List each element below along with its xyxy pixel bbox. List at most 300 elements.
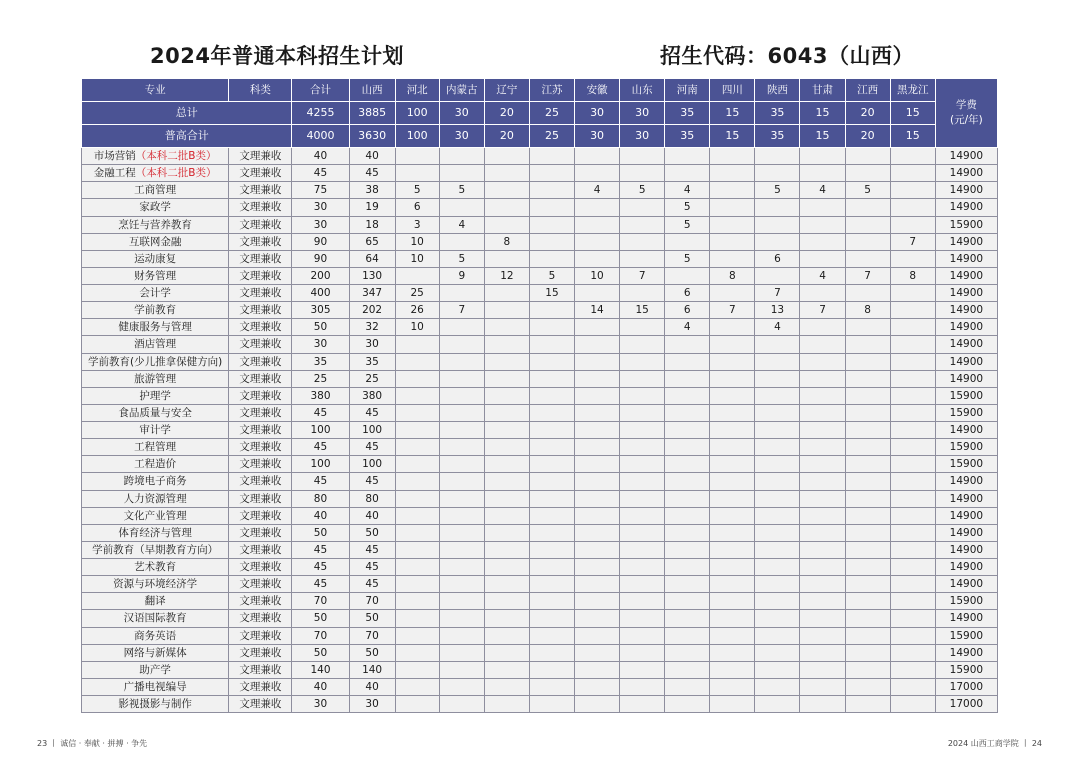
category-cell: 文理兼收 [229, 627, 292, 644]
major-name: 汉语国际教育 [123, 612, 187, 625]
quota-cell [755, 267, 800, 284]
quota-cell: 80 [349, 490, 395, 507]
quota-cell: 8 [710, 267, 755, 284]
category-cell: 文理兼收 [229, 661, 292, 678]
quota-cell: 12 [484, 267, 529, 284]
major-name-cell [82, 165, 229, 182]
quota-cell: 10 [575, 267, 620, 284]
table-row [82, 216, 998, 233]
major-name: 体育经济与管理 [118, 526, 192, 539]
quota-cell: 50 [349, 644, 395, 661]
major-name-cell [82, 422, 229, 439]
major-name-cell [82, 524, 229, 541]
quota-cell [395, 473, 439, 490]
quota-cell: 65 [349, 233, 395, 250]
quota-cell [710, 456, 755, 473]
quota-cell: 4 [800, 267, 845, 284]
fee-cell: 14900 [935, 319, 997, 336]
enrollment-code: 招生代码：6043（山西） [660, 44, 914, 68]
total-cell: 15 [800, 125, 845, 148]
quota-cell [845, 336, 890, 353]
quota-cell [395, 387, 439, 404]
quota-cell [529, 199, 574, 216]
quota-cell [484, 490, 529, 507]
quota-cell [575, 661, 620, 678]
quota-cell [710, 319, 755, 336]
quota-cell: 14 [575, 302, 620, 319]
total-cell: 4000 [292, 125, 349, 148]
total-cell: 15 [710, 102, 755, 125]
major-name: 酒店管理 [134, 338, 177, 351]
quota-cell [665, 404, 710, 421]
quota-cell [529, 678, 574, 695]
quota-cell: 70 [349, 627, 395, 644]
quota-cell [710, 473, 755, 490]
quota-cell [710, 627, 755, 644]
quota-cell: 30 [292, 696, 349, 713]
quota-cell: 90 [292, 250, 349, 267]
quota-cell [800, 524, 845, 541]
quota-cell [845, 661, 890, 678]
quota-cell [665, 576, 710, 593]
quota-cell [529, 319, 574, 336]
quota-cell [890, 319, 935, 336]
quota-cell [575, 285, 620, 302]
quota-cell [755, 148, 800, 165]
fee-cell: 15900 [935, 593, 997, 610]
quota-cell [484, 216, 529, 233]
total-cell: 30 [620, 102, 665, 125]
total-cell: 100 [395, 102, 439, 125]
fee-cell: 14900 [935, 370, 997, 387]
table-row [82, 696, 998, 713]
quota-cell [710, 439, 755, 456]
table-row [82, 644, 998, 661]
major-name: 护理学 [139, 389, 171, 402]
column-header: 山西 [349, 79, 395, 102]
quota-cell [710, 490, 755, 507]
quota-cell [439, 524, 484, 541]
quota-cell: 7 [800, 302, 845, 319]
quota-cell [620, 490, 665, 507]
quota-cell [439, 165, 484, 182]
quota-cell [710, 285, 755, 302]
quota-cell: 45 [292, 473, 349, 490]
quota-cell [665, 507, 710, 524]
table-row [82, 490, 998, 507]
major-name: 食品质量与安全 [118, 406, 192, 419]
fee-cell: 14900 [935, 199, 997, 216]
quota-cell [575, 610, 620, 627]
quota-cell [800, 627, 845, 644]
major-name: 互联网金融 [128, 235, 182, 248]
total-cell: 15 [710, 125, 755, 148]
quota-cell [620, 199, 665, 216]
category-cell: 文理兼收 [229, 319, 292, 336]
total-cell: 20 [484, 102, 529, 125]
table-row [82, 165, 998, 182]
major-name-cell [82, 267, 229, 284]
quota-cell [890, 216, 935, 233]
quota-cell [484, 661, 529, 678]
quota-cell [800, 319, 845, 336]
quota-cell: 202 [349, 302, 395, 319]
fee-cell: 14900 [935, 644, 997, 661]
quota-cell [665, 644, 710, 661]
quota-cell [620, 644, 665, 661]
quota-cell [620, 148, 665, 165]
table-row [82, 404, 998, 421]
column-header-row [82, 79, 998, 102]
quota-cell [890, 473, 935, 490]
category-cell: 文理兼收 [229, 182, 292, 199]
quota-cell [620, 678, 665, 695]
quota-cell: 50 [292, 610, 349, 627]
quota-cell [845, 627, 890, 644]
quota-cell: 38 [349, 182, 395, 199]
column-header: 专业 [82, 79, 229, 102]
quota-cell [620, 576, 665, 593]
major-name: 会计学 [139, 287, 171, 300]
quota-cell [890, 148, 935, 165]
quota-cell [890, 182, 935, 199]
quota-cell [845, 353, 890, 370]
quota-cell: 9 [439, 267, 484, 284]
quota-cell [484, 678, 529, 695]
quota-cell [890, 644, 935, 661]
category-cell: 文理兼收 [229, 387, 292, 404]
table-header [82, 79, 998, 148]
quota-cell [439, 370, 484, 387]
quota-cell [890, 610, 935, 627]
quota-cell [800, 559, 845, 576]
column-header: 科类 [229, 79, 292, 102]
quota-cell [710, 507, 755, 524]
quota-cell [484, 336, 529, 353]
quota-cell [755, 490, 800, 507]
total-cell: 30 [439, 102, 484, 125]
quota-cell [800, 644, 845, 661]
quota-cell [665, 627, 710, 644]
quota-cell [800, 661, 845, 678]
quota-cell [395, 644, 439, 661]
quota-cell [845, 319, 890, 336]
total-cell: 35 [665, 102, 710, 125]
major-name-cell [82, 456, 229, 473]
quota-cell [575, 473, 620, 490]
quota-cell [484, 182, 529, 199]
quota-cell [529, 182, 574, 199]
quota-cell [845, 233, 890, 250]
major-name: 工程管理 [134, 441, 177, 454]
quota-cell: 70 [349, 593, 395, 610]
quota-cell [665, 593, 710, 610]
quota-cell [710, 182, 755, 199]
quota-cell [755, 387, 800, 404]
major-name: 学前教育（早期教育方向） [92, 543, 219, 556]
quota-cell [439, 439, 484, 456]
major-name-cell [82, 148, 229, 165]
quota-cell [890, 507, 935, 524]
fee-cell: 15900 [935, 661, 997, 678]
quota-cell: 6 [665, 285, 710, 302]
quota-cell [890, 541, 935, 558]
quota-cell [395, 559, 439, 576]
quota-cell: 45 [349, 576, 395, 593]
quota-cell: 200 [292, 267, 349, 284]
quota-cell [439, 404, 484, 421]
batch-note: （本科二批B类） [135, 167, 217, 180]
quota-cell [620, 216, 665, 233]
major-name: 影视摄影与制作 [118, 698, 192, 711]
quota-cell [484, 439, 529, 456]
quota-cell [845, 696, 890, 713]
quota-cell [395, 422, 439, 439]
major-name-cell [82, 696, 229, 713]
quota-cell: 3 [395, 216, 439, 233]
major-name-cell [82, 593, 229, 610]
quota-cell [755, 439, 800, 456]
quota-cell: 6 [395, 199, 439, 216]
quota-cell [620, 250, 665, 267]
total-cell: 20 [484, 125, 529, 148]
quota-cell: 50 [292, 644, 349, 661]
category-cell: 文理兼收 [229, 473, 292, 490]
fee-cell: 14900 [935, 148, 997, 165]
quota-cell [755, 216, 800, 233]
quota-cell [620, 336, 665, 353]
quota-cell [484, 353, 529, 370]
quota-cell [665, 353, 710, 370]
quota-cell: 5 [845, 182, 890, 199]
quota-cell [575, 593, 620, 610]
quota-cell [575, 541, 620, 558]
quota-cell [439, 576, 484, 593]
quota-cell [529, 456, 574, 473]
quota-cell [620, 233, 665, 250]
major-name: 运动康复 [134, 252, 177, 265]
quota-cell: 8 [845, 302, 890, 319]
major-name-cell [82, 353, 229, 370]
quota-cell [665, 524, 710, 541]
quota-cell [710, 524, 755, 541]
quota-cell [755, 353, 800, 370]
quota-cell: 45 [349, 473, 395, 490]
category-cell: 文理兼收 [229, 370, 292, 387]
major-name-cell [82, 302, 229, 319]
quota-cell: 6 [665, 302, 710, 319]
quota-cell [575, 678, 620, 695]
quota-cell: 7 [755, 285, 800, 302]
quota-cell [439, 148, 484, 165]
quota-cell [710, 387, 755, 404]
category-cell: 文理兼收 [229, 404, 292, 421]
fee-cell: 14900 [935, 165, 997, 182]
column-header: 山东 [620, 79, 665, 102]
fee-cell: 14900 [935, 285, 997, 302]
quota-cell [484, 148, 529, 165]
column-header: 四川 [710, 79, 755, 102]
quota-cell [395, 370, 439, 387]
quota-cell [439, 319, 484, 336]
column-header: 甘肃 [800, 79, 845, 102]
quota-cell [845, 490, 890, 507]
fee-cell: 14900 [935, 559, 997, 576]
quota-cell: 35 [349, 353, 395, 370]
quota-cell [484, 456, 529, 473]
quota-cell [890, 404, 935, 421]
category-cell: 文理兼收 [229, 644, 292, 661]
major-name-cell [82, 319, 229, 336]
quota-cell [755, 524, 800, 541]
column-header: 合计 [292, 79, 349, 102]
quota-cell: 19 [349, 199, 395, 216]
quota-cell: 50 [292, 524, 349, 541]
major-name-cell [82, 490, 229, 507]
quota-cell: 25 [395, 285, 439, 302]
fee-cell: 15900 [935, 456, 997, 473]
quota-cell [575, 216, 620, 233]
quota-cell [845, 148, 890, 165]
quota-cell [845, 678, 890, 695]
table-row [82, 661, 998, 678]
quota-cell [529, 439, 574, 456]
quota-cell: 7 [890, 233, 935, 250]
quota-cell [529, 559, 574, 576]
quota-cell [620, 627, 665, 644]
quota-cell: 10 [395, 233, 439, 250]
fee-cell: 14900 [935, 422, 997, 439]
total-cell: 25 [529, 125, 574, 148]
quota-cell: 4 [665, 182, 710, 199]
quota-cell [845, 285, 890, 302]
quota-cell [484, 696, 529, 713]
quota-cell [845, 199, 890, 216]
major-name-cell [82, 370, 229, 387]
quota-cell [755, 661, 800, 678]
quota-cell [755, 678, 800, 695]
category-cell: 文理兼收 [229, 165, 292, 182]
table-row [82, 285, 998, 302]
fee-cell: 14900 [935, 507, 997, 524]
quota-cell [575, 576, 620, 593]
major-name: 健康服务与管理 [118, 321, 192, 334]
major-name: 财务管理 [134, 269, 177, 282]
quota-cell [620, 507, 665, 524]
quota-cell: 45 [292, 541, 349, 558]
major-name-cell [82, 576, 229, 593]
quota-cell [665, 165, 710, 182]
quota-cell [620, 370, 665, 387]
quota-cell [529, 610, 574, 627]
quota-cell [395, 507, 439, 524]
quota-cell [710, 165, 755, 182]
quota-cell [800, 541, 845, 558]
quota-cell [439, 644, 484, 661]
quota-cell: 45 [349, 541, 395, 558]
quota-cell [620, 524, 665, 541]
category-cell: 文理兼收 [229, 250, 292, 267]
quota-cell [395, 627, 439, 644]
major-name: 广播电视编导 [123, 680, 187, 693]
quota-cell [395, 610, 439, 627]
major-name-cell [82, 285, 229, 302]
quota-cell [620, 593, 665, 610]
quota-cell [620, 387, 665, 404]
quota-cell [484, 319, 529, 336]
quota-cell [665, 490, 710, 507]
quota-cell [575, 439, 620, 456]
quota-cell [800, 678, 845, 695]
quota-cell [800, 233, 845, 250]
table-row [82, 302, 998, 319]
quota-cell [620, 541, 665, 558]
fee-cell: 15900 [935, 404, 997, 421]
quota-cell [755, 559, 800, 576]
category-cell: 文理兼收 [229, 302, 292, 319]
quota-cell [395, 336, 439, 353]
quota-cell: 7 [710, 302, 755, 319]
quota-cell [800, 336, 845, 353]
quota-cell [665, 439, 710, 456]
quota-cell [575, 507, 620, 524]
quota-cell [710, 678, 755, 695]
table-row [82, 233, 998, 250]
quota-cell [755, 627, 800, 644]
quota-cell [529, 576, 574, 593]
quota-cell [439, 541, 484, 558]
quota-cell [800, 370, 845, 387]
total-cell: 30 [575, 125, 620, 148]
quota-cell [484, 473, 529, 490]
row-label: 总计 [82, 102, 292, 125]
table-row [82, 678, 998, 695]
quota-cell [484, 302, 529, 319]
quota-cell [529, 370, 574, 387]
quota-cell [755, 370, 800, 387]
major-name-cell [82, 250, 229, 267]
category-cell: 文理兼收 [229, 439, 292, 456]
quota-cell [575, 490, 620, 507]
quota-cell [395, 696, 439, 713]
quota-cell: 40 [349, 148, 395, 165]
quota-cell: 32 [349, 319, 395, 336]
fee-cell: 14900 [935, 541, 997, 558]
quota-cell [755, 336, 800, 353]
quota-cell: 5 [755, 182, 800, 199]
major-name-cell [82, 404, 229, 421]
quota-cell [755, 473, 800, 490]
quota-cell [439, 336, 484, 353]
quota-cell [484, 370, 529, 387]
category-cell: 文理兼收 [229, 559, 292, 576]
fee-cell: 14900 [935, 490, 997, 507]
quota-cell [845, 473, 890, 490]
quota-cell [395, 267, 439, 284]
category-cell: 文理兼收 [229, 678, 292, 695]
quota-cell [800, 576, 845, 593]
fee-cell: 14900 [935, 524, 997, 541]
quota-cell [575, 422, 620, 439]
category-cell: 文理兼收 [229, 285, 292, 302]
total-cell: 35 [755, 102, 800, 125]
quota-cell [529, 353, 574, 370]
quota-cell [529, 661, 574, 678]
quota-cell: 35 [292, 353, 349, 370]
quota-cell [845, 576, 890, 593]
quota-cell [890, 302, 935, 319]
quota-cell [529, 148, 574, 165]
